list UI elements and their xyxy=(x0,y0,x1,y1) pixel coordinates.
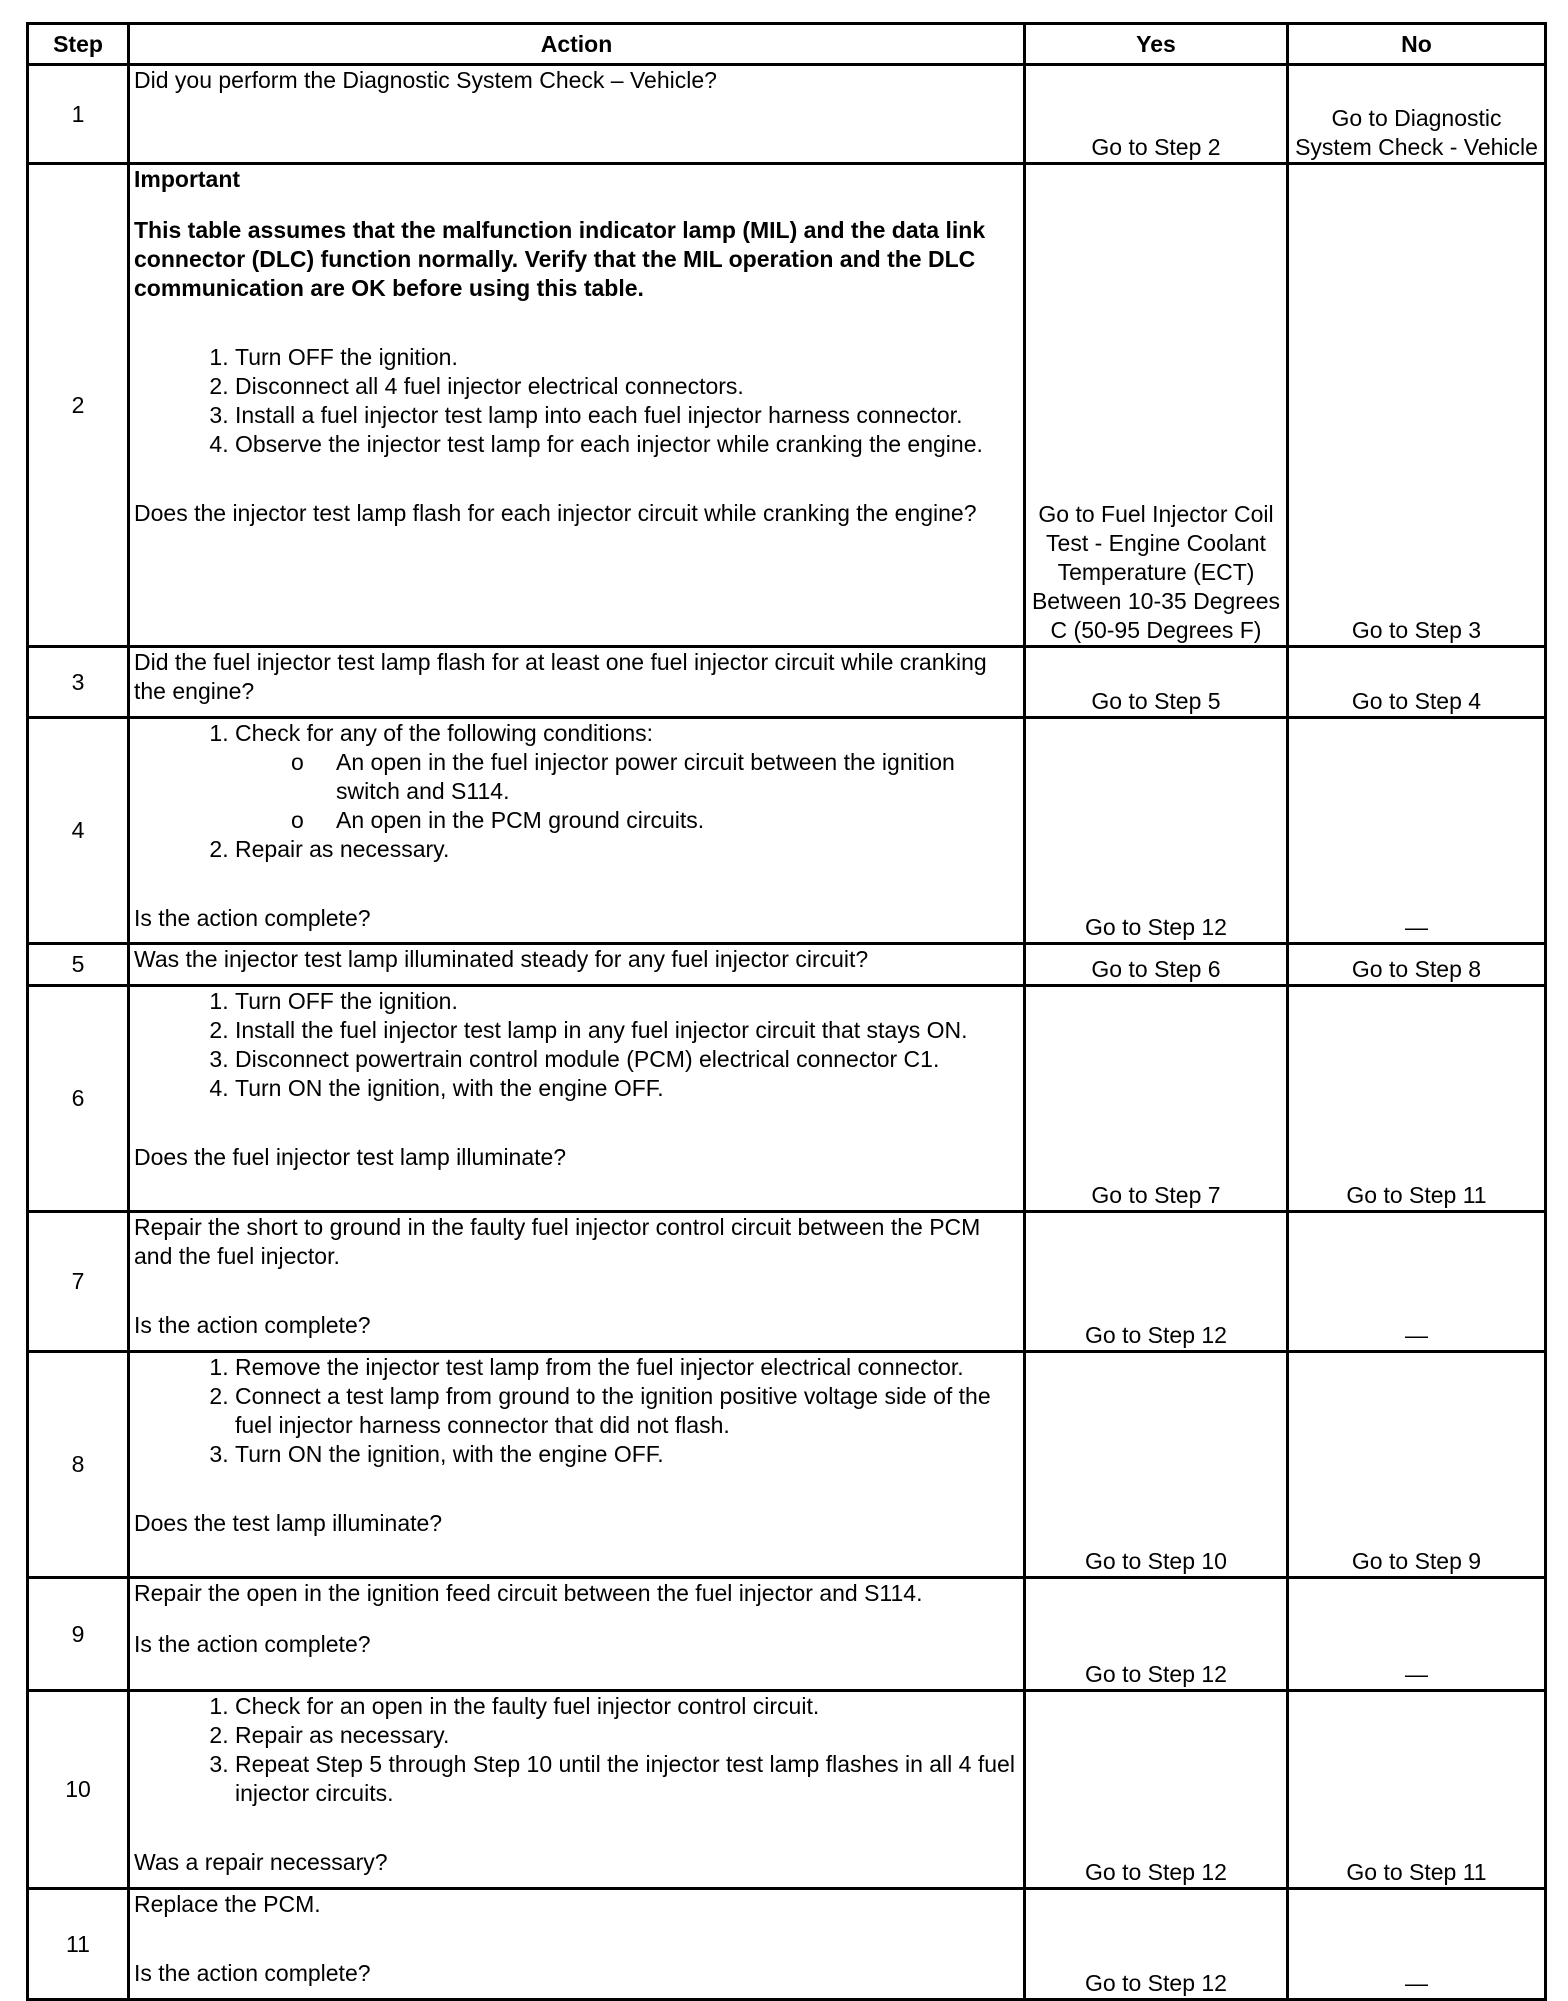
table-row xyxy=(28,647,1546,718)
no-cell: Go to Step 9 xyxy=(1288,1352,1546,1578)
table-row xyxy=(28,1691,1546,1889)
procedure-item: 1. Remove the injector test lamp from the fuel injector electrical connector. xyxy=(235,1353,1019,1382)
procedure-item-text: Check for any of the following conditions: xyxy=(235,720,654,746)
procedure-item: 1. Turn OFF the ignition. xyxy=(235,343,1019,372)
action-text: Did you perform the Diagnostic System Check – Vehicle? xyxy=(134,67,717,93)
yes-cell: Go to Step 5 xyxy=(1025,647,1288,718)
procedure-list xyxy=(134,343,1019,459)
procedure-list xyxy=(134,1353,1019,1469)
action-cell xyxy=(129,65,1025,164)
step-number: 9 xyxy=(28,1578,129,1691)
action-header: Action xyxy=(129,24,1025,65)
table-row xyxy=(28,164,1546,647)
table-row xyxy=(28,1889,1546,2000)
important-title: Important xyxy=(134,166,241,192)
yes-cell: Go to Step 6 xyxy=(1025,944,1288,986)
step-number: 8 xyxy=(28,1352,129,1578)
step-header: Step xyxy=(28,24,129,65)
action-cell xyxy=(129,647,1025,718)
procedure-item: 3. Turn ON the ignition, with the engine OFF. xyxy=(235,1440,1019,1469)
table-row xyxy=(28,65,1546,164)
step-number: 5 xyxy=(28,944,129,986)
no-cell: — xyxy=(1288,1212,1546,1352)
action-question: Was a repair necessary? xyxy=(134,1849,388,1875)
action-cell xyxy=(129,1578,1025,1691)
table-row xyxy=(28,1352,1546,1578)
procedure-item: 2. Repair as necessary. xyxy=(235,835,1019,864)
procedure-item: 2. Install the fuel injector test lamp in any fuel injector circuit that stays ON. xyxy=(235,1016,1019,1045)
action-cell xyxy=(129,1889,1025,2000)
step-number: 6 xyxy=(28,986,129,1212)
action-question: Does the fuel injector test lamp illuminate? xyxy=(134,1144,567,1170)
no-cell: Go to Step 11 xyxy=(1288,1691,1546,1889)
no-cell: Go to Diagnostic System Check - Vehicle xyxy=(1288,65,1546,164)
table-row xyxy=(28,944,1546,986)
no-cell: Go to Step 8 xyxy=(1288,944,1546,986)
action-cell xyxy=(129,164,1025,647)
yes-cell: Go to Step 10 xyxy=(1025,1352,1288,1578)
step-number: 7 xyxy=(28,1212,129,1352)
action-text: Repair the open in the ignition feed circuit between the fuel injector and S114. xyxy=(134,1580,923,1606)
action-cell xyxy=(129,1691,1025,1889)
procedure-item: 1. Check for an open in the faulty fuel injector control circuit. xyxy=(235,1692,1019,1721)
table-row xyxy=(28,1578,1546,1691)
yes-cell: Go to Fuel Injector Coil Test - Engine Coolant Temperature (ECT) Between 10-35 Degrees C (50-95 Degrees F) xyxy=(1025,164,1288,647)
no-cell: — xyxy=(1288,1889,1546,2000)
important-note: This table assumes that the malfunction indicator lamp (MIL) and the data link connector (DLC) function normally. Verify that the MIL operation and the DLC communication are OK before using this table. xyxy=(134,217,986,301)
procedure-list xyxy=(134,987,1019,1103)
procedure-item xyxy=(235,719,1019,835)
action-question: Is the action complete? xyxy=(134,905,371,931)
yes-cell: Go to Step 7 xyxy=(1025,986,1288,1212)
procedure-item: 2. Connect a test lamp from ground to the ignition positive voltage side of the fuel injector harness connector that did not flash. xyxy=(235,1382,1019,1440)
step-number: 3 xyxy=(28,647,129,718)
no-cell: Go to Step 3 xyxy=(1288,164,1546,647)
header-row xyxy=(28,24,1546,65)
procedure-list xyxy=(134,719,1019,864)
table-row xyxy=(28,718,1546,944)
condition-item: o An open in the fuel injector power circuit between the ignition switch and S114. xyxy=(336,748,1019,806)
procedure-item: 2. Repair as necessary. xyxy=(235,1721,1019,1750)
step-number: 11 xyxy=(28,1889,129,2000)
procedure-item: 1. Turn OFF the ignition. xyxy=(235,987,1019,1016)
action-cell xyxy=(129,1352,1025,1578)
step-number: 2 xyxy=(28,164,129,647)
procedure-item: 3. Install a fuel injector test lamp into each fuel injector harness connector. xyxy=(235,401,1019,430)
action-cell xyxy=(129,718,1025,944)
yes-cell: Go to Step 2 xyxy=(1025,65,1288,164)
no-cell: — xyxy=(1288,718,1546,944)
step-number: 10 xyxy=(28,1691,129,1889)
step-number: 4 xyxy=(28,718,129,944)
procedure-item: 3. Disconnect powertrain control module (PCM) electrical connector C1. xyxy=(235,1045,1019,1074)
no-cell: — xyxy=(1288,1578,1546,1691)
yes-cell: Go to Step 12 xyxy=(1025,1691,1288,1889)
diagnostic-table xyxy=(26,22,1547,2001)
no-header: No xyxy=(1288,24,1546,65)
action-cell xyxy=(129,986,1025,1212)
yes-header: Yes xyxy=(1025,24,1288,65)
action-text: Was the injector test lamp illuminated steady for any fuel injector circuit? xyxy=(134,946,869,972)
action-question: Does the injector test lamp flash for each injector circuit while cranking the engine? xyxy=(134,500,977,526)
action-cell xyxy=(129,1212,1025,1352)
procedure-item: 3. Repeat Step 5 through Step 10 until the injector test lamp flashes in all 4 fuel injector circuits. xyxy=(235,1750,1019,1808)
yes-cell: Go to Step 12 xyxy=(1025,1212,1288,1352)
no-cell: Go to Step 11 xyxy=(1288,986,1546,1212)
action-cell xyxy=(129,944,1025,986)
table-row xyxy=(28,986,1546,1212)
condition-list xyxy=(235,748,1019,835)
table-row xyxy=(28,1212,1546,1352)
procedure-item: 4. Turn ON the ignition, with the engine OFF. xyxy=(235,1074,1019,1103)
action-question: Does the test lamp illuminate? xyxy=(134,1510,443,1536)
action-text: Replace the PCM. xyxy=(134,1891,321,1917)
action-question: Is the action complete? xyxy=(134,1631,371,1657)
procedure-item: 2. Disconnect all 4 fuel injector electrical connectors. xyxy=(235,372,1019,401)
no-cell: Go to Step 4 xyxy=(1288,647,1546,718)
action-text: Did the fuel injector test lamp flash for at least one fuel injector circuit while cranking the engine? xyxy=(134,649,987,704)
yes-cell: Go to Step 12 xyxy=(1025,718,1288,944)
procedure-list xyxy=(134,1692,1019,1808)
action-question: Is the action complete? xyxy=(134,1312,371,1338)
step-number: 1 xyxy=(28,65,129,164)
action-question: Is the action complete? xyxy=(134,1960,371,1986)
yes-cell: Go to Step 12 xyxy=(1025,1889,1288,2000)
condition-item: o An open in the PCM ground circuits. xyxy=(336,806,1019,835)
procedure-item: 4. Observe the injector test lamp for each injector while cranking the engine. xyxy=(235,430,1019,459)
action-text: Repair the short to ground in the faulty fuel injector control circuit between the PCM and the fuel injector. xyxy=(134,1214,981,1269)
yes-cell: Go to Step 12 xyxy=(1025,1578,1288,1691)
